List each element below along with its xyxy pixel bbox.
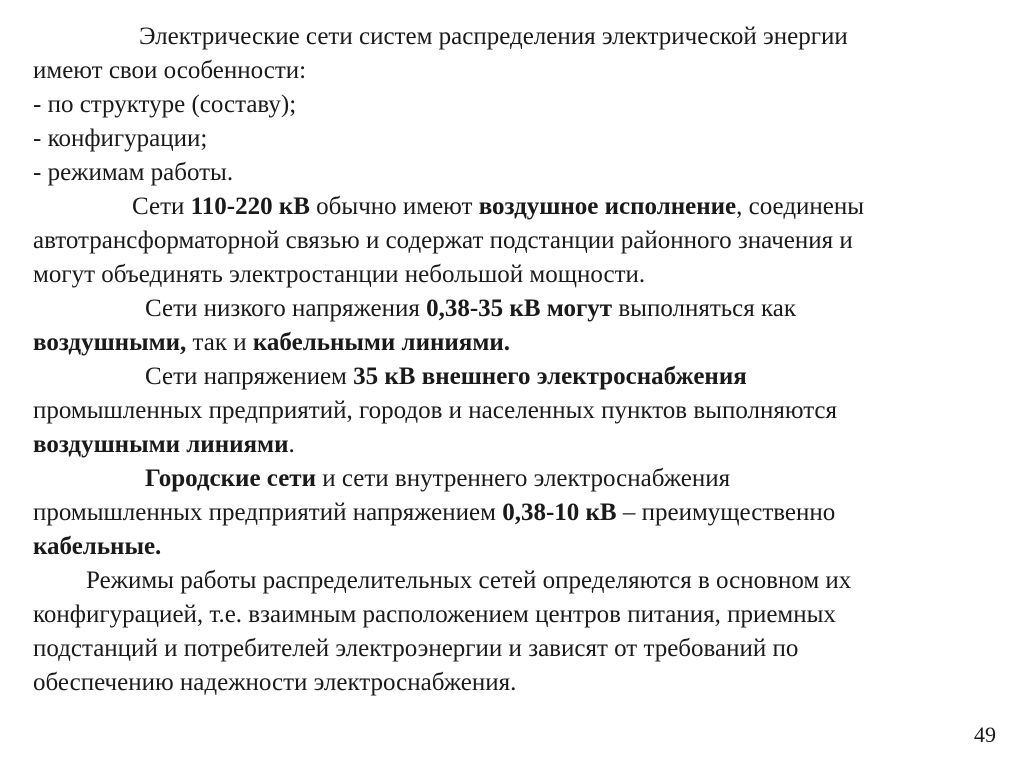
p2-text2: обычно имеют	[309, 193, 479, 220]
p2-line2: автотрансформаторной связью и содержат подстанции районного значения и	[33, 227, 853, 254]
p4-text2: .	[288, 431, 295, 458]
p6-line3: подстанций и потребителей электроэнергии и зависят от требований по	[33, 635, 799, 662]
p3-text2: выполняться как	[612, 295, 797, 322]
p6-line1: Режимы работы распределительных сетей определяются в основном их	[86, 567, 852, 594]
p4-text1: Сети напряжением	[145, 363, 354, 390]
p5-bold-city-networks: Городские сети	[145, 465, 316, 492]
list-item-modes: - режимам работы.	[33, 159, 234, 186]
p2-text3: , соединены	[736, 193, 865, 220]
p5-line3	[33, 530, 993, 564]
p6-line2: конфигурацией, т.е. взаимным расположением центров питания, приемных	[33, 601, 836, 628]
p4-line3	[33, 428, 993, 462]
p4-line2: промышленных предприятий, городов и населенных пунктов выполняются	[33, 397, 838, 424]
p6-line4: обеспечению надежности электроснабжения.	[33, 669, 517, 696]
page-number: 49	[974, 722, 996, 747]
p5-bold-voltage: 0,38-10 кВ	[502, 499, 617, 526]
p2-bold-voltage: 110-220 кВ	[190, 193, 310, 220]
list-item-configuration: - конфигурации;	[33, 125, 208, 152]
p2-line1	[33, 190, 993, 224]
p3-bold-voltage: 0,38-35 кВ могут	[426, 295, 613, 322]
p1-line2: имеют свои особенности:	[33, 57, 307, 84]
p4-line1	[33, 360, 993, 394]
p2-bold-overhead: воздушное исполнение	[478, 193, 737, 220]
p5-text1: и сети внутреннего электроснабжения	[315, 465, 731, 492]
list-item-structure: - по структуре (составу);	[33, 91, 297, 118]
p5-line2	[33, 496, 993, 530]
p4-bold-external: 35 кВ внешнего электроснабжения	[353, 363, 747, 390]
p5-text2: промышленных предприятий напряжением	[33, 499, 503, 526]
slide-body-text	[33, 20, 993, 700]
p5-line1	[33, 462, 993, 496]
p1-line1: Электрические сети систем распределения электрической энергии	[139, 23, 848, 50]
p2-text1: Сети	[132, 193, 191, 220]
p3-line2	[33, 326, 993, 360]
p3-text1: Сети низкого напряжения	[145, 295, 427, 322]
p3-bold-cable: кабельными линиями.	[252, 329, 510, 356]
p3-text3: так и	[186, 329, 253, 356]
p2-line3: могут объединять электростанции небольшой мощности.	[33, 261, 646, 288]
p3-line1	[33, 292, 993, 326]
p4-bold-overhead-lines: воздушными линиями	[33, 431, 289, 458]
p5-bold-cable: кабельные.	[33, 533, 162, 560]
p5-text3: – преимущественно	[616, 499, 836, 526]
p3-bold-overhead: воздушными,	[33, 329, 187, 356]
